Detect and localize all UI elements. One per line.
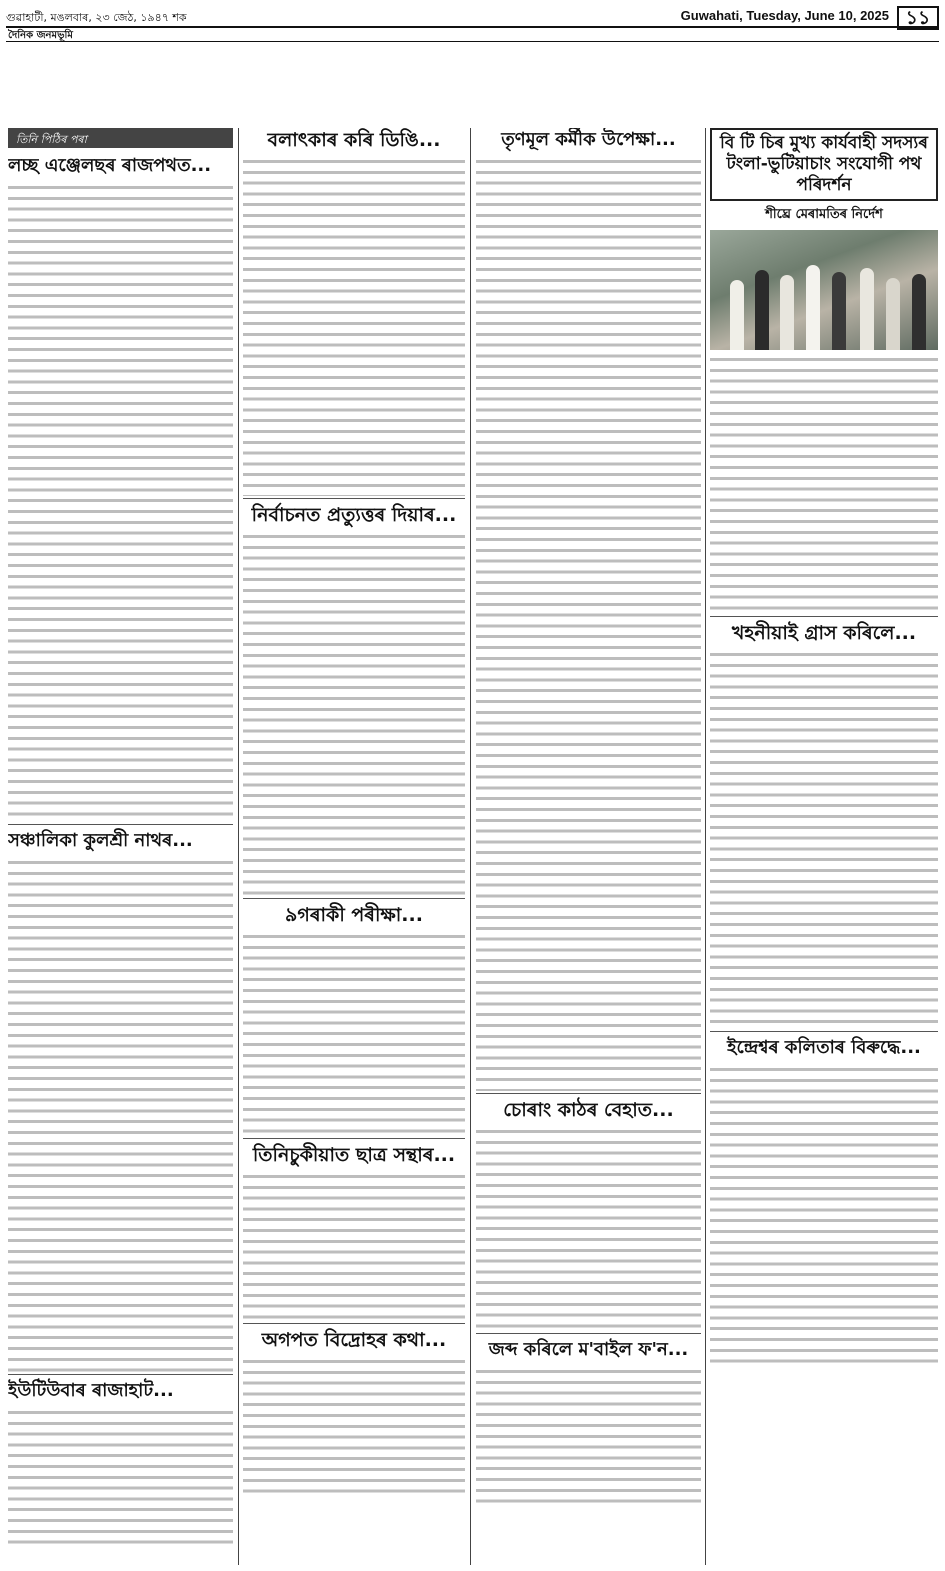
divider — [476, 1093, 701, 1094]
lead-subhead: শীঘ্ৰে মেৰামতিৰ নিৰ্দেশ — [765, 207, 883, 222]
photo-figure — [886, 278, 900, 350]
divider — [243, 1138, 465, 1139]
divider — [243, 898, 465, 899]
article-headline: চোৰাং কাঠৰ বেহাত... — [503, 1099, 674, 1121]
article-body — [243, 1356, 465, 1496]
article-headline: ৯গৰাকী পৰীক্ষা... — [285, 904, 423, 926]
column-4 — [710, 128, 938, 1565]
article-body — [8, 1407, 233, 1547]
divider — [243, 498, 465, 499]
article-body — [476, 156, 701, 1091]
article-headline: নিৰ্বাচনত প্ৰত্যুত্তৰ দিয়াৰ... — [251, 504, 457, 526]
divider — [710, 616, 938, 617]
column-2 — [243, 128, 465, 1565]
column-3 — [476, 128, 701, 1565]
article-body — [243, 1171, 465, 1321]
photo-figure — [730, 280, 744, 350]
divider — [8, 824, 233, 825]
divider — [243, 1323, 465, 1324]
article-headline: খহনীয়াই গ্ৰাস কৰিলে... — [731, 622, 917, 644]
masthead-rule — [6, 26, 939, 28]
continued-label: তিনি পিঠিৰ পৰা — [8, 128, 233, 148]
article-body — [243, 531, 465, 896]
date-left: গুৱাহাটী, মঙলবাৰ, ২৩ জেঠ, ১৯৪৭ শক — [6, 11, 187, 24]
column-divider — [238, 128, 239, 1565]
article-headline: অগপত বিদ্ৰোহৰ কথা... — [261, 1329, 447, 1351]
article-body — [710, 649, 938, 1029]
article-headline: বলাৎকাৰ কৰি ডিঙি... — [267, 129, 441, 151]
article-headline: সঞ্চালিকা কুলশ্ৰী নাথৰ... — [8, 830, 193, 851]
article-headline: তৃণমূল কৰ্মীক উপেক্ষা... — [501, 129, 676, 150]
photo-figure — [755, 270, 769, 350]
photo-figure — [912, 274, 926, 350]
article-body — [243, 931, 465, 1136]
article-body — [8, 857, 233, 1372]
photo-figure — [806, 265, 820, 350]
divider — [710, 1031, 938, 1032]
masthead-rule-2 — [6, 41, 939, 42]
article-headline: জব্দ কৰিলে ম'বাইল ফ'ন... — [488, 1339, 689, 1360]
article-body — [243, 156, 465, 496]
article-body — [710, 354, 938, 614]
news-photo — [710, 230, 938, 350]
article-headline: ইন্দ্ৰেশ্বৰ কলিতাৰ বিৰুদ্ধে... — [727, 1037, 921, 1058]
article-headline: লচ্ছ এঞ্জেলছৰ ৰাজপথত... — [8, 155, 212, 176]
page-number: ১১ — [897, 6, 939, 30]
column-divider — [705, 128, 706, 1565]
article-body — [476, 1126, 701, 1331]
date-right: Guwahati, Tuesday, June 10, 2025 — [680, 8, 889, 23]
photo-figure — [832, 272, 846, 350]
column-1 — [8, 128, 233, 1565]
article-body — [476, 1366, 701, 1506]
divider — [8, 1374, 233, 1375]
article-headline: ইউটিউবাৰ ৰাজাহাট... — [8, 1380, 174, 1401]
photo-figure — [860, 268, 874, 350]
article-headline: তিনিচুকীয়াত ছাত্ৰ সন্থাৰ... — [252, 1144, 456, 1166]
divider — [476, 1333, 701, 1334]
article-body — [710, 1064, 938, 1364]
article-body — [8, 182, 233, 822]
photo-figure — [780, 275, 794, 350]
column-divider — [470, 128, 471, 1565]
lead-headline: বি টি চিৰ মুখ্য কাৰ্যবাহী সদস্যৰ টংলা-ভুটিয়াচাং সংযোগী পথ পৰিদৰ্শন — [710, 128, 938, 201]
paper-name: দৈনিক জনমভূমি — [8, 30, 73, 41]
masthead — [6, 6, 939, 29]
